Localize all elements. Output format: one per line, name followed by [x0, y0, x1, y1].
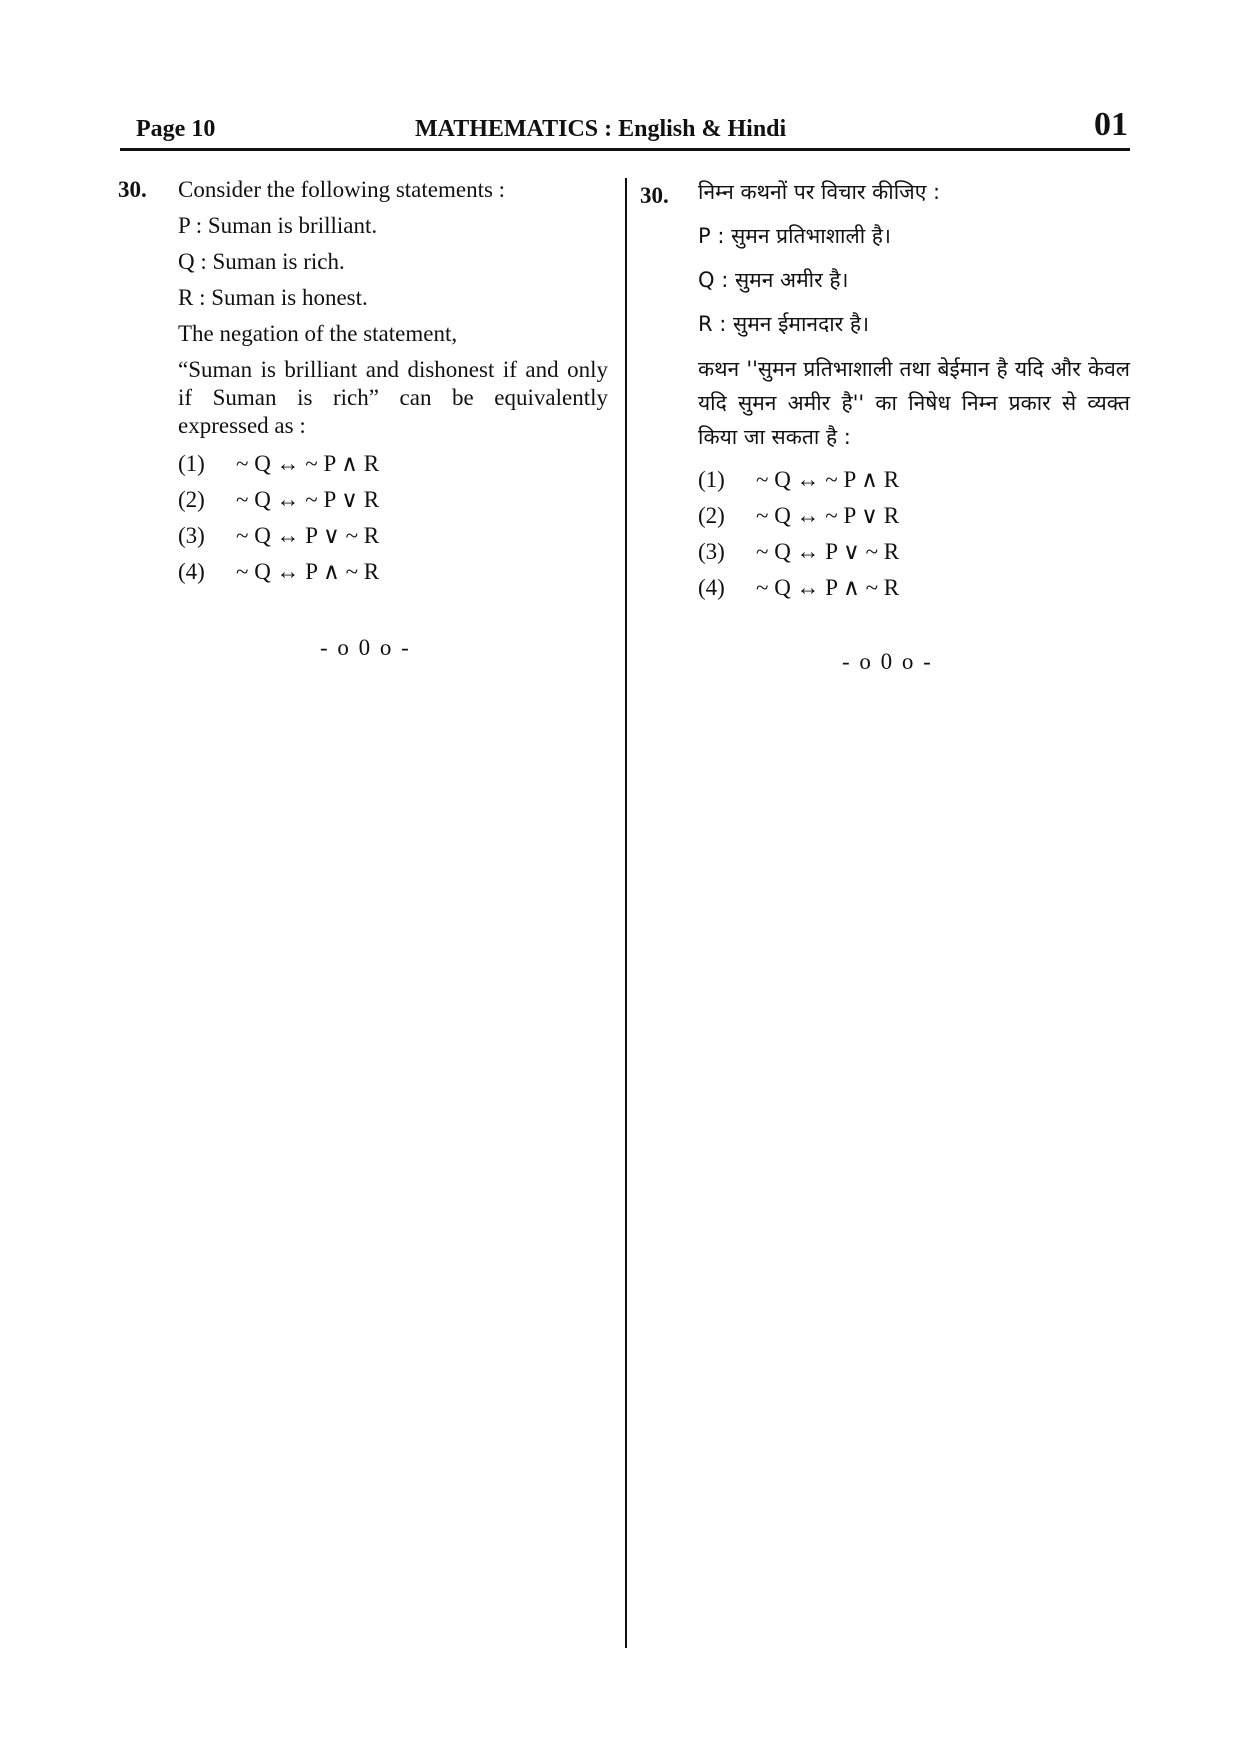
quoted-statement: कथन ''सुमन प्रतिभाशाली तथा बेईमान है यदि और केवल यदि सुमन अमीर है'' का निषेध निम्न प्रकार से व्यक्त किया जा सकता है : — [698, 357, 1130, 449]
option-expression: ~ Q ↔ ~ P ∧ R — [236, 451, 380, 476]
page-header — [120, 108, 1130, 151]
question-intro: Consider the following statements : — [178, 177, 506, 202]
paper-code: 01 — [1094, 106, 1128, 143]
option-3[interactable] — [178, 522, 379, 550]
option-number: (1) — [698, 467, 725, 492]
statement-p: P : Suman is brilliant. — [178, 213, 378, 238]
option-4[interactable] — [698, 574, 899, 602]
option-2[interactable] — [178, 486, 379, 514]
statement-q: Q : सुमन अमीर है। — [698, 268, 849, 292]
option-number: (2) — [178, 487, 205, 512]
option-number: (4) — [178, 559, 205, 584]
column-divider — [625, 178, 627, 1648]
option-1[interactable] — [178, 450, 379, 478]
statement-q: Q : Suman is rich. — [178, 249, 345, 274]
option-number: (1) — [178, 451, 205, 476]
option-expression: ~ Q ↔ P ∧ ~ R — [236, 559, 380, 584]
option-4[interactable] — [178, 558, 379, 586]
option-number: (4) — [698, 575, 725, 600]
option-expression: ~ Q ↔ P ∨ ~ R — [756, 539, 900, 564]
page-number: Page 10 — [136, 116, 216, 142]
option-expression: ~ Q ↔ ~ P ∧ R — [756, 467, 900, 492]
option-expression: ~ Q ↔ ~ P ∨ R — [236, 487, 380, 512]
question-number: 30. — [118, 177, 147, 202]
option-2[interactable] — [698, 502, 899, 530]
negation-line: The negation of the statement, — [178, 321, 458, 346]
statement-r: R : Suman is honest. — [178, 285, 368, 310]
end-mark: - o 0 o - — [320, 635, 411, 660]
option-number: (3) — [178, 523, 205, 548]
option-number: (2) — [698, 503, 725, 528]
option-expression: ~ Q ↔ P ∨ ~ R — [236, 523, 380, 548]
subject-title: MATHEMATICS : English & Hindi — [415, 116, 787, 142]
option-1[interactable] — [698, 466, 899, 494]
option-expression: ~ Q ↔ ~ P ∨ R — [756, 503, 900, 528]
option-expression: ~ Q ↔ P ∧ ~ R — [756, 575, 900, 600]
question-intro: निम्न कथनों पर विचार कीजिए : — [698, 180, 941, 204]
statement-r: R : सुमन ईमानदार है। — [698, 312, 870, 336]
question-number: 30. — [640, 183, 669, 208]
statement-p: P : सुमन प्रतिभाशाली है। — [698, 224, 891, 248]
quoted-statement: “Suman is brilliant and dishonest if and only if Suman is rich” can be equivalently expressed as : — [178, 357, 608, 438]
option-3[interactable] — [698, 538, 899, 566]
end-mark: - o 0 o - — [842, 649, 933, 674]
option-number: (3) — [698, 539, 725, 564]
